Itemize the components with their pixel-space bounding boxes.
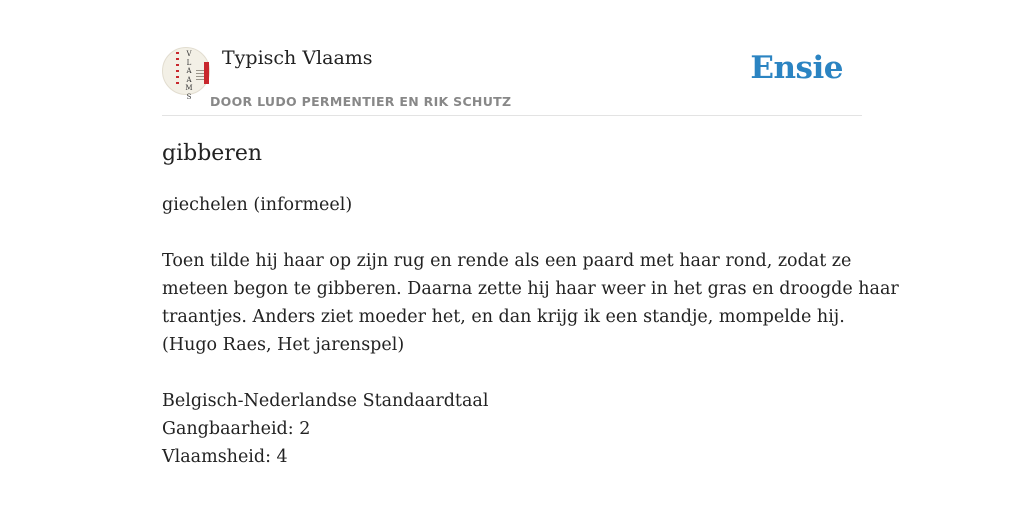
entry-meta: [162, 387, 862, 471]
entry-content: [162, 138, 899, 471]
example-source: (Hugo Raes, Het jarenspel): [162, 335, 405, 355]
cover-spine-text: V L A A M S: [185, 50, 193, 101]
authors-label: DOOR LUDO PERMENTIER EN RIK SCHUTZ: [210, 94, 512, 109]
example-line: meteen begon te gibberen. Daarna zette hij haar weer in het gras en droogde haar: [162, 279, 899, 299]
ensie-logo[interactable]: Ensie: [750, 50, 843, 86]
example-line: traantjes. Anders ziet moeder het, en dan krijg ik een standje, mompelde hij.: [162, 307, 845, 327]
vlaamsheid-rating: Vlaamsheid: 4: [162, 447, 288, 467]
entry-definition: [162, 191, 862, 219]
example-line: Toen tilde hij haar op zijn rug en rende als een paard met haar rond, zodat ze: [162, 251, 852, 271]
entry-example: [162, 247, 899, 359]
gangbaarheid-rating: Gangbaarheid: 2: [162, 419, 311, 439]
book-title-link[interactable]: Typisch Vlaams: [222, 47, 373, 69]
header: [162, 44, 862, 116]
language-variant: Belgisch-Nederlandse Standaardtaal: [162, 391, 489, 411]
cover-red-bar: [204, 62, 209, 84]
book-cover-avatar[interactable]: [162, 47, 210, 101]
definition-text: giechelen (informeel): [162, 195, 353, 215]
cover-red-dots: [176, 52, 179, 88]
entry-term: gibberen: [162, 141, 263, 166]
